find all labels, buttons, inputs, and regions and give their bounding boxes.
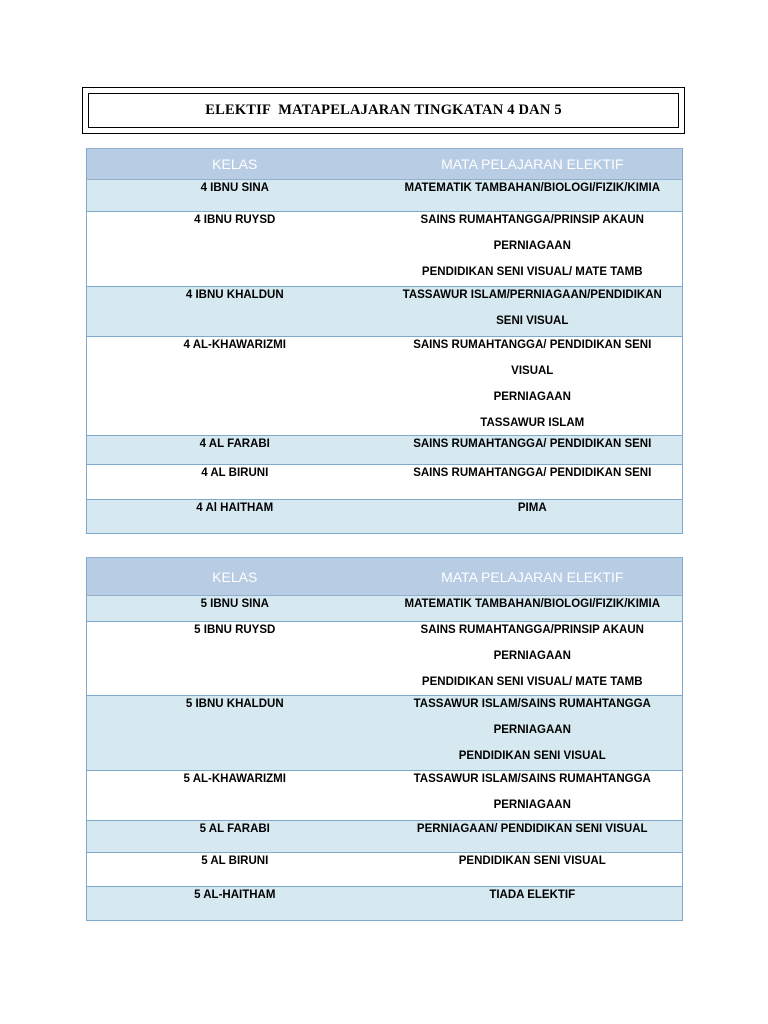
subject-line: PERNIAGAAN — [493, 724, 571, 736]
table-row — [87, 622, 683, 696]
kelas-cell — [87, 622, 383, 696]
header-kelas: KELAS — [87, 558, 383, 596]
table-row — [87, 337, 683, 436]
title-inner-frame — [88, 93, 679, 128]
kelas-cell — [87, 853, 383, 887]
kelas-label: 5 AL BIRUNI — [201, 855, 269, 867]
subjects-cell — [383, 436, 683, 465]
table-row — [87, 696, 683, 771]
header-mata-pelajaran: MATA PELAJARAN ELEKTIF — [383, 558, 683, 596]
kelas-cell — [87, 287, 383, 337]
header-kelas: KELAS — [87, 149, 383, 180]
table-row — [87, 500, 683, 534]
subjects-cell — [383, 696, 683, 771]
subject-line: PERNIAGAAN/ PENDIDIKAN SENI VISUAL — [416, 823, 648, 835]
kelas-cell — [87, 500, 383, 534]
subject-line: MATEMATIK TAMBAHAN/BIOLOGI/FIZIK/KIMIA — [404, 598, 661, 610]
table-row — [87, 821, 683, 853]
kelas-label: 5 IBNU RUYSD — [194, 624, 276, 636]
subjects-cell — [383, 853, 683, 887]
kelas-label: 5 IBNU KHALDUN — [185, 698, 284, 710]
subject-line: SAINS RUMAHTANGGA/ PENDIDIKAN SENI — [413, 438, 652, 450]
kelas-cell — [87, 180, 383, 212]
subjects-cell — [383, 500, 683, 534]
table-header-row — [87, 149, 683, 180]
table-row — [87, 465, 683, 500]
subject-line: SAINS RUMAHTANGGA/ PENDIDIKAN SENI — [413, 467, 652, 479]
subject-line: TASSAWUR ISLAM/SAINS RUMAHTANGGA — [413, 773, 651, 785]
kelas-cell — [87, 821, 383, 853]
subject-line: TIADA ELEKTIF — [489, 889, 576, 901]
table-form-5 — [86, 557, 683, 921]
subject-line: PERNIAGAAN — [493, 650, 571, 662]
subjects-cell — [383, 771, 683, 821]
table-row — [87, 853, 683, 887]
page-title: ELEKTIF MATAPELAJARAN TINGKATAN 4 DAN 5 — [205, 102, 562, 118]
subjects-cell — [383, 887, 683, 921]
subjects-cell — [383, 180, 683, 212]
table-row — [87, 771, 683, 821]
subject-line: MATEMATIK TAMBAHAN/BIOLOGI/FIZIK/KIMIA — [404, 182, 661, 194]
subjects-cell — [383, 337, 683, 436]
subject-line: PERNIAGAAN — [493, 391, 571, 403]
subject-line: SAINS RUMAHTANGGA/PRINSIP AKAUN — [420, 214, 644, 226]
subject-line: PERNIAGAAN — [493, 240, 571, 252]
subject-line: TASSAWUR ISLAM — [480, 417, 585, 429]
kelas-label: 5 AL-HAITHAM — [194, 889, 276, 901]
kelas-label: 5 IBNU SINA — [200, 598, 269, 610]
table-form-4 — [86, 148, 683, 534]
subject-line: VISUAL — [511, 365, 554, 377]
subject-line: PENDIDIKAN SENI VISUAL/ MATE TAMB — [421, 676, 643, 688]
kelas-cell — [87, 887, 383, 921]
kelas-label: 4 AL FARABI — [199, 438, 270, 450]
subject-line: PERNIAGAAN — [493, 799, 571, 811]
subject-line: TASSAWUR ISLAM/PERNIAGAAN/PENDIDIKAN — [402, 289, 662, 301]
table-row — [87, 436, 683, 465]
subject-line: PENDIDIKAN SENI VISUAL/ MATE TAMB — [421, 266, 643, 278]
table-header-row — [87, 558, 683, 596]
table-row — [87, 887, 683, 921]
subjects-cell — [383, 596, 683, 622]
kelas-label: 5 AL-KHAWARIZMI — [183, 773, 286, 785]
subject-line: PENDIDIKAN SENI VISUAL — [458, 750, 606, 762]
kelas-cell — [87, 436, 383, 465]
kelas-cell — [87, 465, 383, 500]
subject-line: SAINS RUMAHTANGGA/ PENDIDIKAN SENI — [413, 339, 652, 351]
kelas-cell — [87, 212, 383, 287]
subject-line: TASSAWUR ISLAM/SAINS RUMAHTANGGA — [413, 698, 651, 710]
subject-line: PIMA — [517, 502, 547, 514]
subject-line: SENI VISUAL — [496, 315, 569, 327]
subject-line: PENDIDIKAN SENI VISUAL — [458, 855, 606, 867]
kelas-label: 4 AL-KHAWARIZMI — [183, 339, 286, 351]
kelas-cell — [87, 337, 383, 436]
subjects-cell — [383, 622, 683, 696]
kelas-label: 4 Al HAITHAM — [196, 502, 274, 514]
subjects-cell — [383, 821, 683, 853]
table-row — [87, 180, 683, 212]
table-row — [87, 287, 683, 337]
kelas-cell — [87, 596, 383, 622]
kelas-label: 5 AL FARABI — [199, 823, 270, 835]
table-row — [87, 212, 683, 287]
table-row — [87, 596, 683, 622]
kelas-label: 4 IBNU SINA — [200, 182, 269, 194]
subjects-cell — [383, 212, 683, 287]
kelas-label: 4 AL BIRUNI — [201, 467, 269, 479]
subject-line: SAINS RUMAHTANGGA/PRINSIP AKAUN — [420, 624, 644, 636]
kelas-cell — [87, 771, 383, 821]
kelas-label: 4 IBNU KHALDUN — [185, 289, 284, 301]
subjects-cell — [383, 465, 683, 500]
header-mata-pelajaran: MATA PELAJARAN ELEKTIF — [383, 149, 683, 180]
title-frame — [82, 87, 685, 134]
kelas-cell — [87, 696, 383, 771]
subjects-cell — [383, 287, 683, 337]
kelas-label: 4 IBNU RUYSD — [194, 214, 276, 226]
